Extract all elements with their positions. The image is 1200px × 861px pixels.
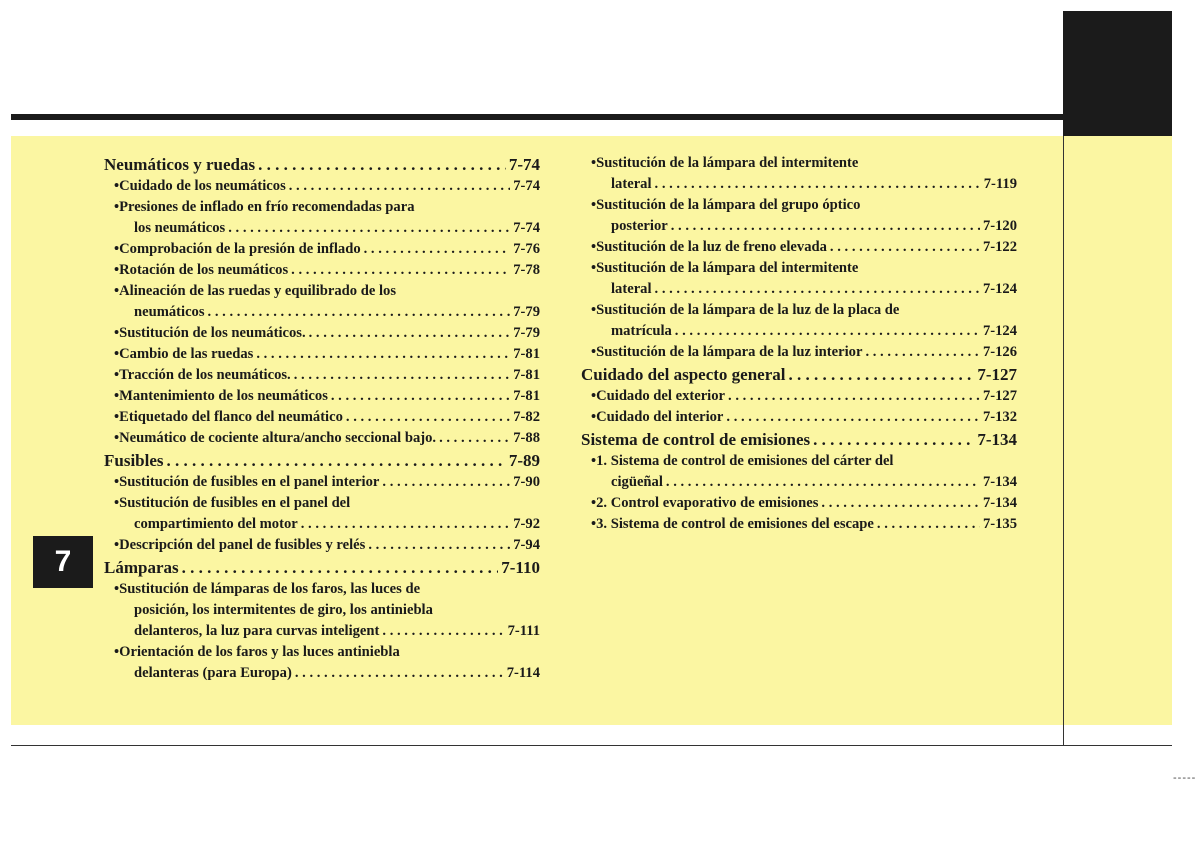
dot-leader <box>309 323 511 344</box>
toc-subentry[interactable] <box>104 428 540 449</box>
dot-leader <box>346 407 510 428</box>
toc-page-number: 7-122 <box>982 239 1017 255</box>
toc-subentry[interactable] <box>581 258 1017 300</box>
toc-page-number: 7-120 <box>982 218 1017 234</box>
toc-page-number: 7-92 <box>513 516 540 532</box>
toc-subentry[interactable] <box>104 407 540 428</box>
header-rule <box>11 114 1064 120</box>
toc-subentry[interactable] <box>104 239 540 260</box>
toc-entry-text: cigüeñal <box>611 474 663 490</box>
toc-page-number: 7-111 <box>507 623 540 639</box>
toc-subentry[interactable] <box>581 451 1017 493</box>
toc-section-entry[interactable] <box>581 429 1017 451</box>
toc-page-number: 7-81 <box>513 367 540 383</box>
toc-subentry[interactable] <box>104 323 540 344</box>
dot-leader <box>655 279 980 300</box>
toc-page-number: 7-127 <box>977 365 1017 384</box>
toc-entry-text: Fusibles <box>104 451 164 470</box>
toc-entry-text: • Neumático de cociente altura/ancho seccional bajo. <box>114 428 436 449</box>
toc-page-number: 7-135 <box>982 516 1017 532</box>
toc-page-number: 7-78 <box>513 262 540 278</box>
toc-page-number: 7-124 <box>982 323 1017 339</box>
toc-entry-text: • Sustitución de la lámpara del intermitente <box>591 153 858 174</box>
toc-entry-text: posterior <box>611 218 668 234</box>
toc-entry-text: • Comprobación de la presión de inflado <box>114 239 361 260</box>
dot-leader <box>439 428 510 449</box>
toc-entry-text: • Sustitución de la lámpara de la luz interior <box>591 342 862 363</box>
dot-leader <box>877 514 980 535</box>
toc-subentry[interactable] <box>104 472 540 493</box>
toc-subentry[interactable] <box>104 260 540 281</box>
toc-entry-text: • Cuidado del exterior <box>591 386 725 407</box>
toc-subentry[interactable] <box>581 300 1017 342</box>
dot-leader <box>368 535 510 556</box>
toc-entry-text: • Mantenimiento de los neumáticos <box>114 386 328 407</box>
toc-page-number: 7-94 <box>513 537 540 553</box>
dot-leader <box>208 302 511 323</box>
toc-page-number: 7-89 <box>508 451 540 470</box>
toc-subentry[interactable] <box>104 579 540 642</box>
toc-entry-text: Lámparas <box>104 558 179 577</box>
dot-leader <box>182 557 499 579</box>
toc-subentry[interactable] <box>581 493 1017 514</box>
toc-page-number: 7-132 <box>982 409 1017 425</box>
dot-leader <box>821 493 980 514</box>
toc-page-number: 7-74 <box>508 155 540 174</box>
toc-entry-text: Cuidado del aspecto general <box>581 365 786 384</box>
dot-leader <box>830 237 980 258</box>
dot-leader <box>289 176 510 197</box>
toc-entry-text: • Alineación de las ruedas y equilibrado de los <box>114 281 396 302</box>
dot-leader <box>364 239 511 260</box>
toc-page-number: 7-114 <box>506 665 540 681</box>
toc-subentry[interactable] <box>581 153 1017 195</box>
toc-entry-text: los neumáticos <box>134 220 226 236</box>
toc-section-entry[interactable] <box>581 364 1017 386</box>
toc-page-number: 7-79 <box>513 304 540 320</box>
toc-page-number: 7-81 <box>513 388 540 404</box>
dot-leader <box>291 260 510 281</box>
toc-subentry[interactable] <box>104 535 540 556</box>
dot-leader <box>228 218 510 239</box>
dot-leader <box>813 429 974 451</box>
toc-subentry[interactable] <box>104 493 540 535</box>
toc-entry-text: • Orientación de los faros y las luces antiniebla <box>114 642 400 663</box>
toc-subentry[interactable] <box>581 407 1017 428</box>
toc-subentry[interactable] <box>104 365 540 386</box>
toc-section-entry[interactable] <box>104 154 540 176</box>
toc-page-number: 7-126 <box>982 344 1017 360</box>
toc-section-entry[interactable] <box>104 450 540 472</box>
toc-entry-text: Sistema de control de emisiones <box>581 430 811 449</box>
page-marker: ----- <box>1173 772 1197 784</box>
toc-entry-text: • Cambio de las ruedas <box>114 344 253 365</box>
toc-page-number: 7-76 <box>513 241 540 257</box>
toc-entry-text: lateral <box>611 176 652 192</box>
toc-left-column <box>104 153 540 684</box>
toc-right-column <box>581 153 1017 535</box>
toc-page-number: 7-88 <box>513 430 540 446</box>
toc-entry-text: Neumáticos y ruedas <box>104 155 256 174</box>
toc-page-number: 7-82 <box>513 409 540 425</box>
margin-divider <box>1063 136 1064 746</box>
toc-subentry[interactable] <box>581 386 1017 407</box>
dot-leader <box>167 450 506 472</box>
toc-page-number: 7-90 <box>513 474 540 490</box>
toc-entry-text: • Sustitución de fusibles en el panel del <box>114 493 350 514</box>
toc-page-number: 7-79 <box>513 325 540 341</box>
dot-leader <box>655 174 981 195</box>
dot-leader <box>675 321 980 342</box>
toc-entry-text: • Sustitución de fusibles en el panel interior <box>114 472 379 493</box>
dot-leader <box>726 407 980 428</box>
toc-entry-text: • Sustitución de la luz de freno elevada <box>591 237 827 258</box>
toc-subentry[interactable] <box>104 176 540 197</box>
toc-entry-text: • Rotación de los neumáticos <box>114 260 288 281</box>
toc-entry-text: • Tracción de los neumáticos. <box>114 365 291 386</box>
toc-subentry[interactable] <box>104 386 540 407</box>
toc-page-number: 7-74 <box>513 178 540 194</box>
toc-page-number: 7-124 <box>982 281 1017 297</box>
toc-entry-text: delanteros, la luz para curvas inteligent <box>134 623 380 639</box>
toc-subentry[interactable] <box>104 642 540 684</box>
dot-leader <box>258 154 506 176</box>
toc-subentry[interactable] <box>104 281 540 323</box>
toc-entry-text: • Sustitución de la lámpara del intermitente <box>591 258 858 279</box>
toc-entry-text: • Etiquetado del flanco del neumático <box>114 407 343 428</box>
toc-page-number: 7-110 <box>501 558 540 577</box>
dot-leader <box>295 663 504 684</box>
toc-section-entry[interactable] <box>104 557 540 579</box>
toc-entry-text: compartimiento del motor <box>134 516 298 532</box>
toc-entry-text: delanteras (para Europa) <box>134 665 292 681</box>
corner-block <box>1063 11 1172 136</box>
toc-entry-text: • Cuidado de los neumáticos <box>114 176 286 197</box>
dot-leader <box>671 216 980 237</box>
toc-entry-text: • 2. Control evaporativo de emisiones <box>591 493 818 514</box>
toc-subentry[interactable] <box>581 342 1017 363</box>
dot-leader <box>666 472 980 493</box>
toc-entry-text: • Sustitución de lámparas de los faros, las luces de <box>114 579 420 600</box>
toc-subentry[interactable] <box>581 195 1017 237</box>
toc-entry-text: • Presiones de inflado en frío recomendadas para <box>114 197 415 218</box>
toc-subentry[interactable] <box>104 344 540 365</box>
toc-page-number: 7-134 <box>982 474 1017 490</box>
dot-leader <box>728 386 980 407</box>
toc-page-number: 7-134 <box>982 495 1017 511</box>
chapter-tab: 7 <box>33 536 93 588</box>
toc-entry-text: • Cuidado del interior <box>591 407 723 428</box>
toc-entry-text: • Sustitución de los neumáticos. <box>114 323 306 344</box>
dot-leader <box>788 364 974 386</box>
toc-subentry[interactable] <box>104 197 540 239</box>
toc-entry-text: • Sustitución de la lámpara de la luz de la placa de <box>591 300 899 321</box>
toc-entry-text: matrícula <box>611 323 672 339</box>
toc-entry-text: • Descripción del panel de fusibles y relés <box>114 535 365 556</box>
toc-entry-text: posición, los intermitentes de giro, los antiniebla <box>134 602 433 618</box>
dot-leader <box>301 514 511 535</box>
dot-leader <box>331 386 510 407</box>
dot-leader <box>865 342 979 363</box>
toc-entry-text: • Sustitución de la lámpara del grupo óptico <box>591 195 860 216</box>
toc-subentry[interactable] <box>581 514 1017 535</box>
toc-page-number: 7-74 <box>513 220 540 236</box>
toc-entry-text: • 1. Sistema de control de emisiones del cárter del <box>591 451 893 472</box>
dot-leader <box>382 472 510 493</box>
toc-entry-text: lateral <box>611 281 652 297</box>
toc-entry-text: • 3. Sistema de control de emisiones del escape <box>591 514 874 535</box>
dot-leader <box>294 365 511 386</box>
toc-page-number: 7-81 <box>513 346 540 362</box>
toc-subentry[interactable] <box>581 237 1017 258</box>
footer-rule <box>11 745 1172 746</box>
dot-leader <box>382 621 504 642</box>
toc-page-number: 7-134 <box>977 430 1017 449</box>
toc-entry-text: neumáticos <box>134 304 205 320</box>
dot-leader <box>256 344 510 365</box>
toc-page-number: 7-127 <box>982 388 1017 404</box>
toc-page-number: 7-119 <box>983 176 1017 192</box>
